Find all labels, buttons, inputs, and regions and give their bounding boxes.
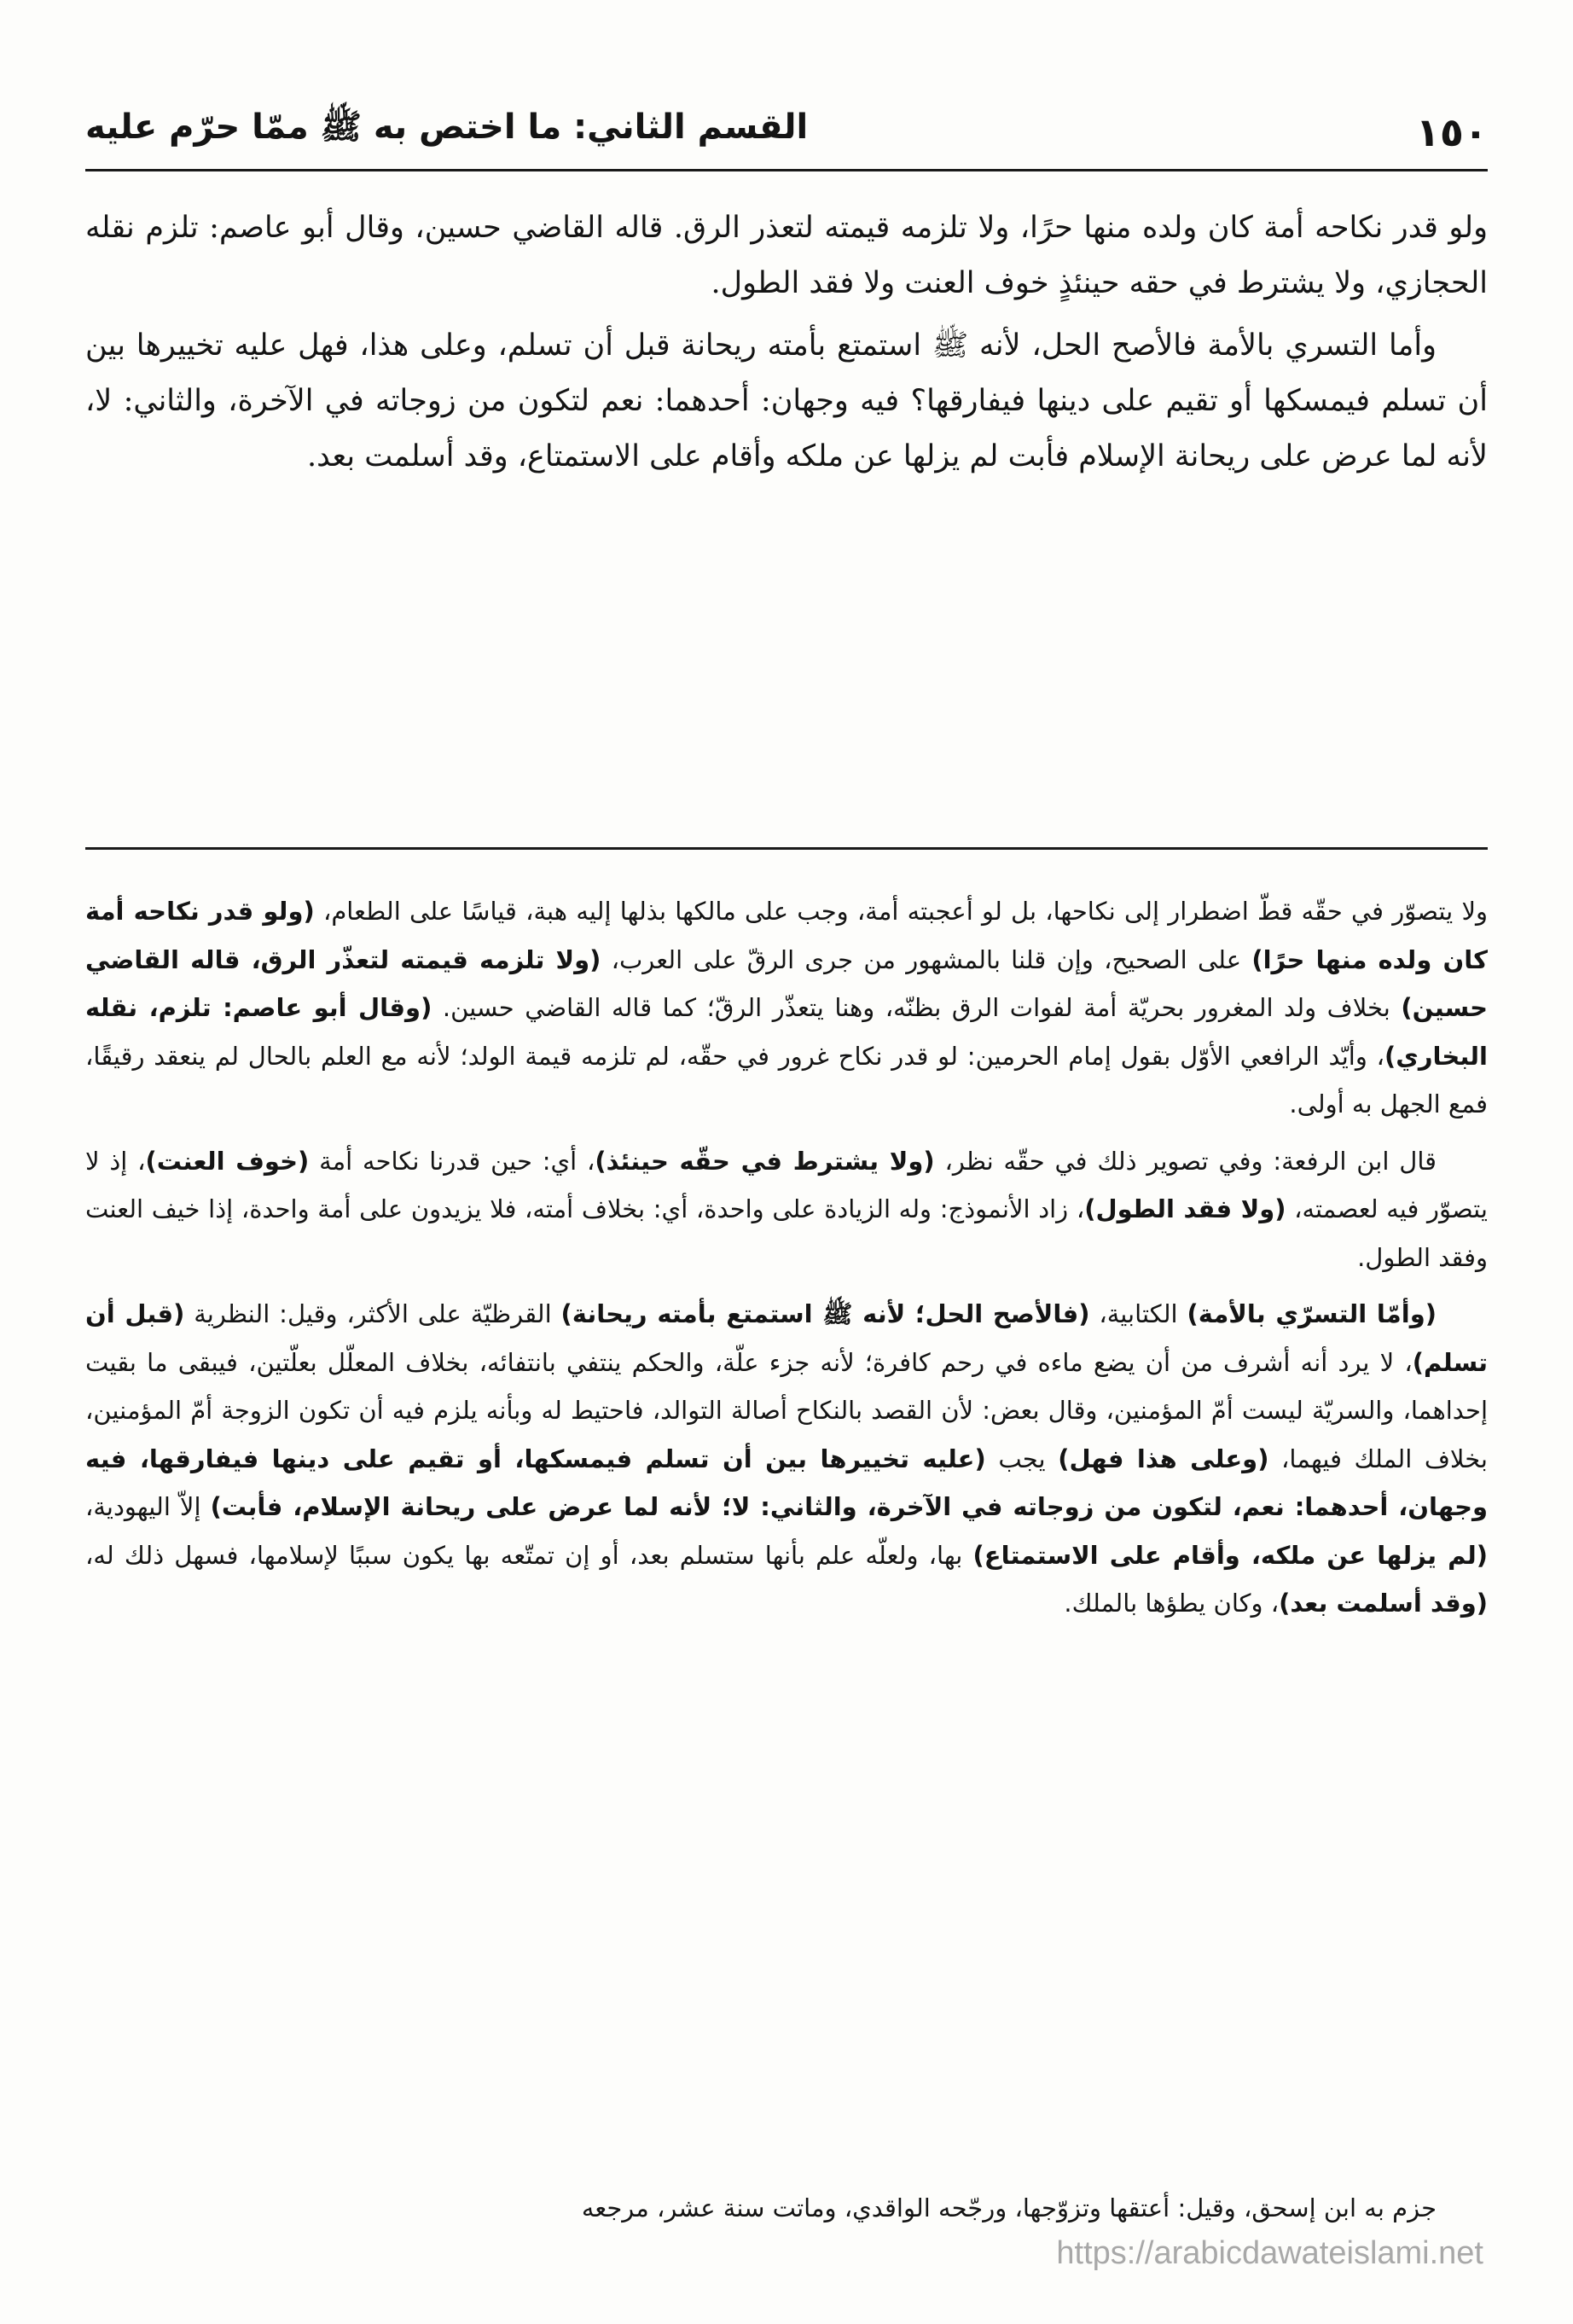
quoted-matn-segment: (وعلى هذا فهل) — [1058, 1444, 1269, 1473]
commentary-segment: ، أي: حين قدرنا نكاحه أمة — [309, 1146, 595, 1176]
quoted-matn-segment: (لم يزلها عن ملكه، وأقام على الاستمتاع) — [972, 1540, 1488, 1570]
commentary-segment: ولا يتصوّر في حقّه قطّ اضطرار إلى نكاحها، بل لو أعجبته أمة، وجب على مالكها بذلها إليه هبة، قياسًا على الطعام، — [314, 897, 1489, 926]
commentary-segment: ، وكان يطؤها بالملك. — [1064, 1589, 1280, 1618]
footnote-separator — [85, 847, 1488, 850]
commentary-segment: إلاّ اليهودية، — [85, 1492, 211, 1521]
main-text — [85, 200, 1488, 491]
commentary-segment: ، وأيّد الرافعي الأوّل بقول إمام الحرمين: لو قدر نكاح غرور في حقّه، لم تلزمه قيمة الولد؛ لأنه مع العلم بالحال لم ينعقد رقيقًا، فمع الجهل به أولى. — [85, 1041, 1488, 1118]
commentary-segment: يجب — [985, 1444, 1059, 1473]
commentary-segment: قال ابن الرفعة: وفي تصوير ذلك في حقّه نظر، — [934, 1146, 1437, 1176]
page-number: ١٥٠ — [1415, 109, 1488, 155]
commentary-paragraph-3 — [85, 1290, 1488, 1628]
quoted-matn-segment: (وقد أسلمت بعد) — [1279, 1589, 1488, 1618]
commentary-segment: على الصحيح، وإن قلنا بالمشهور من جرى الرقّ على العرب، — [601, 944, 1252, 974]
quoted-matn-segment: (ولا فقد الطول) — [1084, 1194, 1286, 1223]
commentary-paragraph-1 — [85, 887, 1488, 1129]
commentary-paragraph-2 — [85, 1137, 1488, 1282]
commentary-segment: بها، ولعلّه علم بأنها ستسلم بعد، أو إن تمتّعه بها يكون سببًا لإسلامها، فسهل ذلك له، — [85, 1540, 973, 1570]
commentary-segment: ، لا يرد أنه أشرف من أن يضع ماءه في رحم كافرة؛ لأنه جزء علّة، والحكم ينتفي بانتفائه، بخلاف المعلّل بعلّتين، فيبقى ما بقيت إحداهما، والسريّة ليست أمّ المؤمنين، وقال بعض: لأن القصد بالنكاح أصالة التوالد، فاحتيط له وبأنه يلزم فيه أن تكون الزوجة أمّ المؤمنين، بخلاف الملك فيهما، — [85, 1347, 1488, 1473]
commentary-segment: القرظيّة على الأكثر، وقيل: النظرية — [184, 1299, 561, 1328]
quoted-matn-segment: (وأمّا التسرّي بالأمة) — [1187, 1299, 1437, 1328]
quoted-matn-segment: (ولو قدر نكاحه أمة كان ولده منها حرًا) — [85, 897, 1488, 974]
quoted-matn-segment: (ولا يشترط في حقّه حينئذ) — [595, 1146, 935, 1176]
watermark-url: https://arabicdawateislami.net — [1056, 2235, 1483, 2271]
commentary-segment: الكتابية، — [1089, 1299, 1187, 1328]
commentary-segment: بخلاف ولد المغرور بحريّة أمة لفوات الرق بظنّه، وهنا يتعذّر الرقّ؛ كما قاله القاضي حسين. — [432, 993, 1402, 1022]
quoted-matn-segment: (ولا تلزمه قيمته لتعذّر الرق، قاله القاضي حسين) — [85, 944, 1488, 1022]
quoted-matn-segment: (قبل أن تسلم) — [85, 1299, 1488, 1377]
commentary — [85, 887, 1488, 1636]
commentary-segment: ، إذ لا يتصوّر فيه لعصمته، — [85, 1146, 1489, 1223]
quoted-matn-segment: (خوف العنت) — [145, 1146, 310, 1176]
page-header — [85, 85, 1488, 167]
header-rule — [85, 169, 1488, 171]
commentary-segment: ، زاد الأنموذج: وله الزيادة على واحدة، أي: بخلاف أمته، فلا يزيدون على أمة واحدة، إذا خيف العنت وفقد الطول. — [85, 1194, 1488, 1272]
quoted-matn-segment: (عليه تخييرها بين أن تسلم فيمسكها، أو تقيم على دينها فيفارقها، فيه وجهان، أحدهما: نعم، لتكون من زوجاته في الآخرة، والثاني: لا؛ لأنه لما عرض على ريحانة الإسلام، فأبت) — [85, 1444, 1488, 1521]
main-paragraph-2: وأما التسري بالأمة فالأصح الحل، لأنه ﷺ استمتع بأمته ريحانة قبل أن تسلم، وعلى هذا، فهل عليه تخييرها بين أن تسلم فيمسكها أو تقيم على دينها فيفارقها؟ فيه وجهان: أحدهما: نعم لتكون من زوجاته في الآخرة، والثاني: لا، لأنه لما عرض على ريحانة الإسلام فأبت لم يزلها عن ملكه وأقام على الاستمتاع، وقد أسلمت بعد. — [85, 328, 1488, 474]
quoted-matn-segment: (فالأصح الحل؛ لأنه ﷺ استمتع بأمته ريحانة) — [560, 1299, 1090, 1328]
running-title: القسم الثاني: ما اختص به ﷺ ممّا حرّم عليه — [85, 107, 809, 147]
commentary-continuation: جزم به ابن إسحق، وقيل: أعتقها وتزوّجها، ورجّحه الواقدي، وماتت سنة عشر، مرجعه — [581, 2193, 1437, 2222]
main-paragraph-1: ولو قدر نكاحه أمة كان ولده منها حرًا، ولا تلزمه قيمته لتعذر الرق. قاله القاضي حسين، وقال أبو عاصم: تلزم نقله الحجازي، ولا يشترط في حقه حينئذٍ خوف العنت ولا فقد الطول. — [85, 211, 1488, 300]
quoted-matn-segment: (وقال أبو عاصم: تلزم، نقله البخاري) — [85, 993, 1488, 1071]
